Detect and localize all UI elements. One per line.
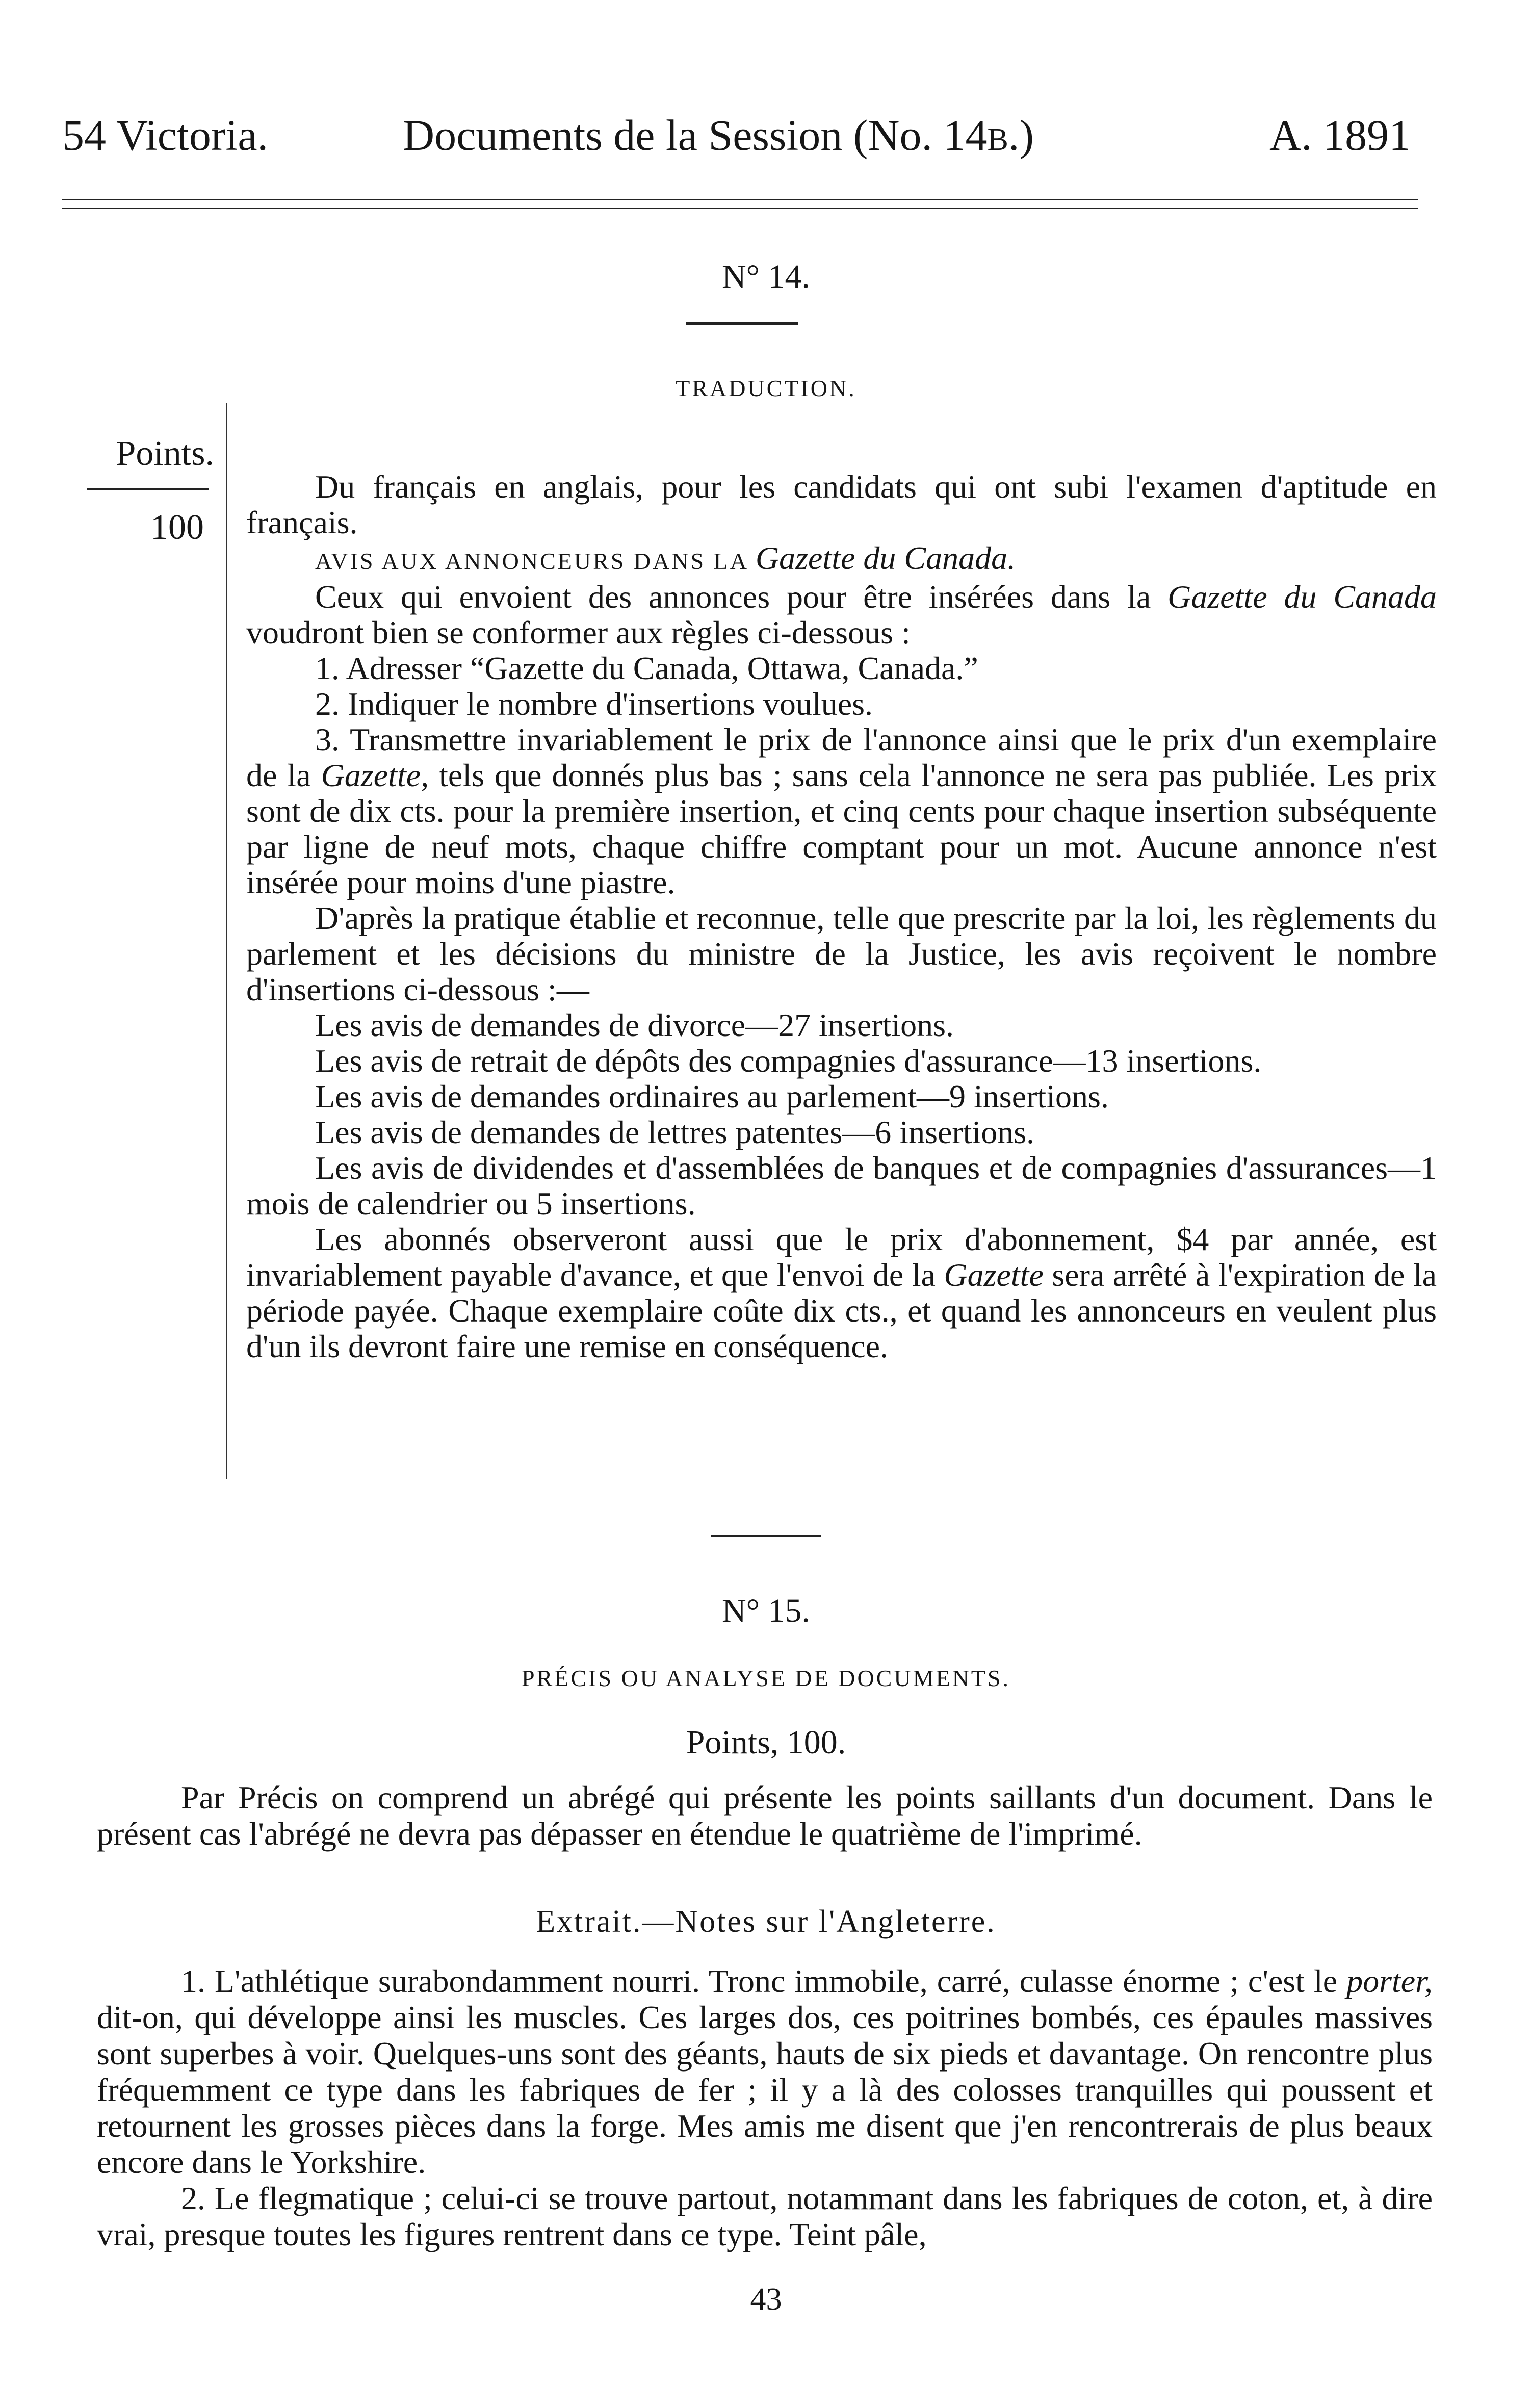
- section-14-number: N° 14.: [721, 258, 811, 295]
- margin-vertical-rule: [226, 403, 227, 1479]
- rule-3-text: 3. Transmettre invariablement le prix de l'annonce ainsi que le prix d'un exemplaire de la: [246, 721, 1437, 793]
- header-title-smallcaps: B: [987, 122, 1008, 157]
- rules-paragraph-gazette: Gazette du Canada: [1167, 579, 1437, 615]
- rules-paragraph: [246, 579, 1437, 651]
- extract-item-1-text: 1. L'athlétique surabondamment nourri. Tronc immobile, carré, culasse énorme ; c'est le: [181, 1963, 1338, 1999]
- rules-paragraph-end: voudront bien se conformer aux règles ci-dessous :: [246, 614, 911, 651]
- avis-heading-text: AVIS AUX ANNONCEURS DANS LA: [315, 548, 748, 574]
- extract-body: [97, 1963, 1433, 2252]
- header-double-rule: [62, 199, 1418, 209]
- rule-3-gazette: Gazette,: [321, 757, 429, 793]
- rule-3: [246, 722, 1437, 900]
- avis-heading: [246, 540, 1437, 579]
- extract-item-1-end: dit-on, qui développe ainsi les muscles. Ces larges dos, ces poitrines bombés, ces épaules massives sont superbes à voir. Quelques-uns sont des géants, hauts de six pieds et davantage. On rencontre plus fréquemment ce type dans les fabriques de fer ; il y a là des colosses tranquilles qui poussent et retournent les grosses pièces dans la forge. Mes amis me disent que j'en rencontrerais de plus beaux encore dans le Yorkshire.: [97, 1999, 1433, 2180]
- section-14-heading: TRADUCTION.: [676, 375, 856, 401]
- extract-item-1-porter: porter,: [1346, 1963, 1433, 1999]
- points-value: 100: [150, 508, 204, 547]
- section-15-rule: [711, 1535, 821, 1537]
- insertion-list-item: Les avis de demandes ordinaires au parlement—9 insertions.: [315, 1078, 1109, 1115]
- rule-1: 1. Adresser “Gazette du Canada, Ottawa, Canada.”: [315, 650, 978, 686]
- extract-item-1: [97, 1963, 1433, 2180]
- section-14-rule: [686, 322, 798, 325]
- header-document-title: [403, 111, 1034, 160]
- section-15-intro: Par Précis on comprend un abrégé qui présente les points saillants d'un document. Dans le présent cas l'abrégé ne devra pas dépasser en étendue le quatrième de l'imprimé.: [97, 1779, 1433, 1852]
- closing-end: sera arrêté à l'expiration de la période payée. Chaque exemplaire coûte dix cts., et quand les annonceurs en veulent plus d'un ils devront faire une remise en conséquence.: [246, 1257, 1437, 1364]
- section-15-number: N° 15.: [721, 1592, 811, 1629]
- closing-text: Les abonnés observeront aussi que le prix d'abonnement, $4 par année, est invariablement payable d'avance, et que l'envoi de la: [246, 1221, 1437, 1293]
- header-title-prefix: Documents de la Session (No. 14: [403, 111, 988, 160]
- header-title-suffix: .): [1008, 111, 1034, 160]
- section-15-intro-block: [97, 1779, 1433, 1852]
- extract-item-2: 2. Le flegmatique ; celui-ci se trouve partout, notammant dans les fabriques de coton, et, à dire vrai, presque toutes les figures rentrent dans ce type. Teint pâle,: [97, 2180, 1433, 2252]
- section-15-points: Points, 100.: [686, 1724, 846, 1761]
- practice-paragraph: D'après la pratique établie et reconnue, telle que prescrite par la loi, les règlements du parlement et les décisions du ministre de la Justice, les avis reçoivent le nombre d'insertions ci-dessous :—: [246, 900, 1437, 1007]
- insertion-list-item: Les avis de dividendes et d'assemblées de banques et de compagnies d'assurances—1 mois de calendrier ou 5 insertions.: [246, 1150, 1437, 1222]
- insertion-list-item: Les avis de retrait de dépôts des compagnies d'assurance—13 insertions.: [315, 1043, 1262, 1079]
- rule-2: 2. Indiquer le nombre d'insertions voulues.: [315, 686, 873, 722]
- section-15-heading: PRÉCIS OU ANALYSE DE DOCUMENTS.: [522, 1665, 1010, 1691]
- avis-heading-gazette: Gazette du Canada.: [755, 540, 1016, 576]
- insertion-list-item: Les avis de demandes de lettres patentes—6 insertions.: [315, 1114, 1035, 1150]
- insertion-list-item: Les avis de demandes de divorce—27 insertions.: [315, 1007, 954, 1043]
- section-14-intro: Du français en anglais, pour les candidats qui ont subi l'examen d'aptitude en français.: [246, 469, 1437, 540]
- page-number: 43: [750, 2282, 782, 2317]
- rules-paragraph-text: Ceux qui envoient des annonces pour être insérées dans la: [315, 579, 1151, 615]
- points-label: Points.: [116, 434, 214, 473]
- section-14-body: [246, 469, 1437, 1364]
- points-rule: [87, 488, 209, 490]
- rule-3-end: tels que donnés plus bas ; sans cela l'annonce ne sera pas publiée. Les prix sont de dix cts. pour la première insertion, et cinq cents pour chaque insertion subséquente par ligne de neuf mots, chaque chiffre comptant pour un mot. Aucune annonce n'est insérée pour moins d'une piastre.: [246, 757, 1437, 900]
- closing-gazette: Gazette: [944, 1257, 1044, 1293]
- extract-heading: Extrait.—Notes sur l'Angleterre.: [536, 1904, 996, 1939]
- header-regnal-year: 54 Victoria.: [62, 111, 269, 160]
- closing-paragraph: [246, 1222, 1437, 1364]
- header-year: A. 1891: [1269, 111, 1411, 160]
